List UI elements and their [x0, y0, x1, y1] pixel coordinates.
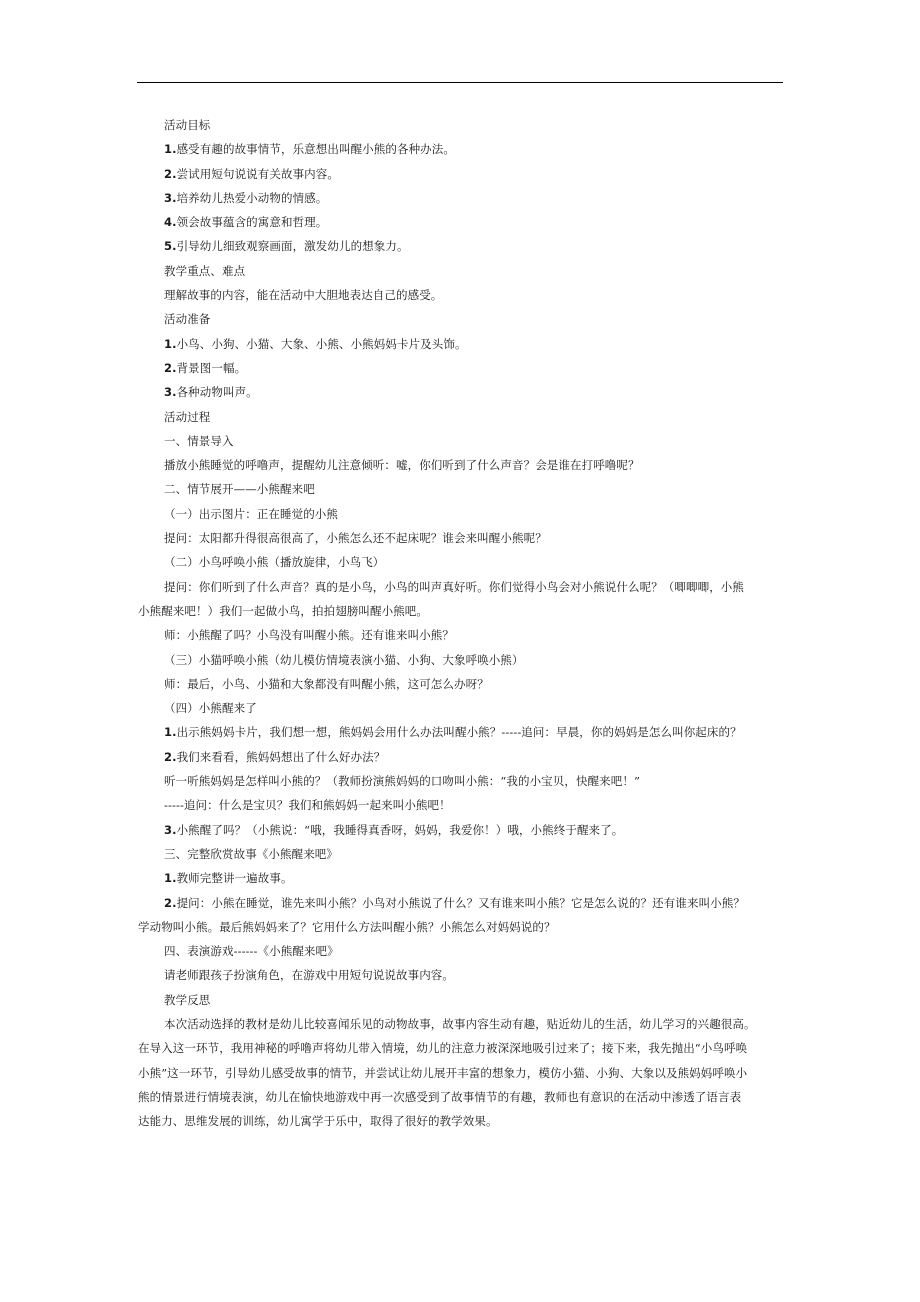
process-heading: 活动过程 — [164, 409, 211, 424]
reflect-line: 本次活动选择的教材是幼儿比较喜闻乐见的动物故事，故事内容生动有趣，贴近幼儿的生活，幼儿学习的兴趣很高。 — [164, 1016, 756, 1031]
reflect-line: 小熊”这一环节，引导幼儿感受故事的情节，并尝试让幼儿展开丰富的想象力，模仿小猫、小狗、大象以及熊妈妈呼唤小 — [138, 1065, 748, 1080]
goal-item: 4.领会故事蕴含的寓意和哲理。 — [164, 215, 328, 230]
question-text: 提问：你们听到了什么声音？真的是小鸟，小鸟的叫声真好听。你们觉得小鸟会对小熊说什么呢？（唧唧唧，小熊 — [164, 579, 744, 594]
prep-item: 1.小鸟、小狗、小猫、大象、小熊、小熊妈妈卡片及头饰。 — [164, 336, 467, 351]
sub-step: （四）小熊醒来了 — [164, 701, 257, 716]
key-heading: 教学重点、难点 — [164, 263, 246, 278]
step-heading: 四、表演游戏------《小熊醒来吧》 — [164, 944, 339, 959]
step-text: 请老师跟孩子扮演角色，在游戏中用短句说说故事内容。 — [164, 968, 454, 983]
teacher-text: 师：小熊醒了吗？小鸟没有叫醒小熊。还有谁来叫小熊？ — [164, 628, 454, 643]
goal-item: 1.感受有趣的故事情节，乐意想出叫醒小熊的各种办法。 — [164, 142, 455, 157]
key-text: 理解故事的内容，能在活动中大胆地表达自己的感受。 — [164, 288, 443, 303]
numbered-item: 3.小熊醒了吗？（小熊说：“哦，我睡得真香呀，妈妈，我爱你！）哦，小熊终于醒来了。 — [164, 822, 624, 837]
goal-item: 2.尝试用短句说说有关故事内容。 — [164, 166, 339, 181]
question-text-cont: 小熊醒来吧！）我们一起做小鸟，拍拍翅膀叫醒小熊吧。 — [138, 603, 428, 618]
step-text: 播放小熊睡觉的呼噜声，提醒幼儿注意倾听：嘘，你们听到了什么声音？会是谁在打呼噜呢？ — [164, 458, 640, 473]
document-body — [138, 113, 786, 1133]
goal-item: 5.引导幼儿细致观察画面，激发幼儿的想象力。 — [164, 239, 409, 254]
prep-heading: 活动准备 — [164, 312, 211, 327]
sub-step: （二）小鸟呼唤小熊（播放旋律，小鸟飞） — [164, 555, 385, 570]
question-text: 提问：太阳都升得很高很高了，小熊怎么还不起床呢？谁会来叫醒小熊呢？ — [164, 531, 547, 546]
sub-step: （三）小猫呼唤小熊（幼儿模仿情境表演小猫、小狗、大象呼唤小熊） — [164, 652, 524, 667]
goal-heading: 活动目标 — [164, 118, 211, 132]
numbered-item: 1.教师完整讲一遍故事。 — [164, 871, 293, 886]
step-heading: 二、情节展开——小熊醒来吧 — [164, 482, 315, 497]
teacher-text: 师：最后，小鸟、小猫和大象都没有叫醒小熊，这可怎么办呀？ — [164, 676, 489, 691]
reflect-line: 在导入这一环节，我用神秘的呼噜声将幼儿带入情境，幼儿的注意力被深深地吸引过来了；接下来，我先抛出“小鸟呼唤 — [138, 1041, 748, 1056]
numbered-item: 1.出示熊妈妈卡片，我们想一想，熊妈妈会用什么办法叫醒小熊？-----追问：早晨，你的妈妈是怎么叫你起床的？ — [164, 725, 742, 740]
listen-text: 听一听熊妈妈是怎样叫小熊的？（教师扮演熊妈妈的口吻叫小熊：“我的小宝贝，快醒来吧！” — [164, 774, 640, 789]
sub-step: （一）出示图片：正在睡觉的小熊 — [164, 506, 338, 521]
numbered-item: 2.提问：小熊在睡觉，谁先来叫小熊？小鸟对小熊说了什么？又有谁来叫小熊？它是怎么说的？还有谁来叫小熊？ — [164, 895, 745, 910]
step-heading: 一、情景导入 — [164, 433, 234, 448]
reflect-line: 达能力、思维发展的训练，幼儿寓学于乐中，取得了很好的教学效果。 — [138, 1114, 498, 1129]
numbered-item: 2.我们来看看，熊妈妈想出了什么好办法？ — [164, 749, 386, 764]
numbered-item-cont: 学动物叫小熊。最后熊妈妈来了？它用什么方法叫醒小熊？小熊怎么对妈妈说的？ — [138, 919, 556, 934]
header-rule — [137, 82, 783, 83]
prep-item: 3.各种动物叫声。 — [164, 385, 258, 400]
reflect-heading: 教学反思 — [164, 992, 211, 1007]
step-heading: 三、完整欣赏故事《小熊醒来吧》 — [164, 846, 338, 861]
prep-item: 2.背景图一幅。 — [164, 360, 247, 375]
goal-item: 3.培养幼儿热爱小动物的情感。 — [164, 190, 328, 205]
reflect-line: 熊的情景进行情境表演，幼儿在愉快地游戏中再一次感受到了故事情节的有趣，教师也有意识的在活动中渗透了语言表 — [138, 1089, 742, 1104]
follow-text: -----追问：什么是宝贝？我们和熊妈妈一起来叫小熊吧！ — [164, 798, 451, 813]
